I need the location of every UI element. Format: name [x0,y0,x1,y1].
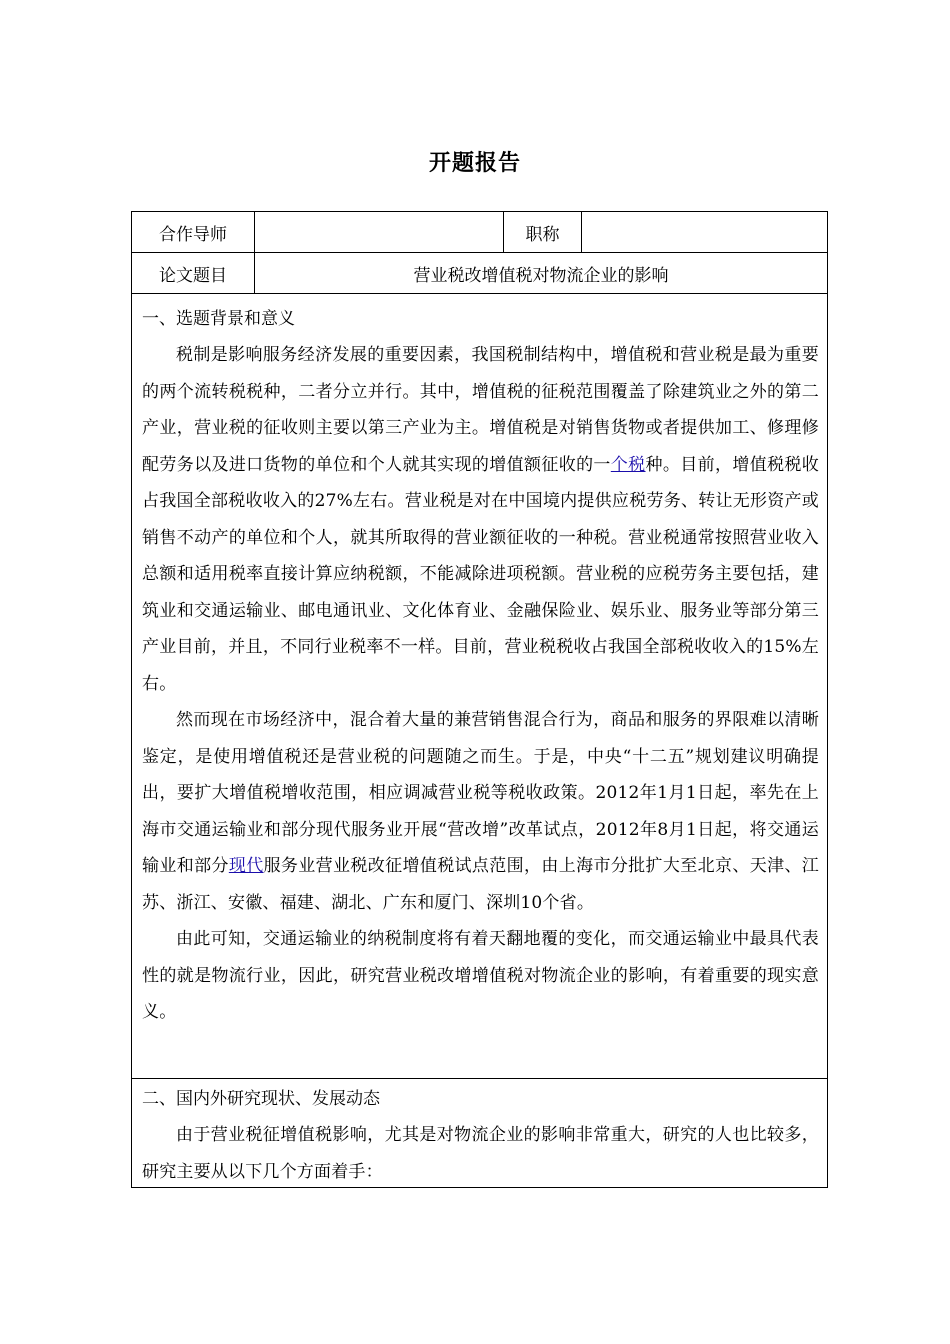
report-table [131,211,828,1188]
rank-value [581,212,827,252]
research-status-section [132,1081,827,1190]
paragraph-text: 服务业营业税改征增值税试点范围，由上海市分批扩大至北京、天津、江苏、浙江、安徽、福建、湖北、广东和厦门、深圳10个省。 [142,856,820,913]
modern-link[interactable]: 现代 [228,856,264,876]
paragraph-text: 税制是影响服务经济发展的重要因素，我国税制结构中，增值税和营业税是最为重要的两个流转税税种，二者分立并行。其中，增值税的征税范围覆盖了除建筑业之外的第二产业，营业税的征收则主要以第三产业为主。增值税是对销售货物或者提供加工、修理修配劳务以及进口货物的单位和个人就其实现的增值额征收的一 [142,345,819,475]
section-heading: 一、选题背景和意义 [142,309,295,329]
paragraph [142,337,819,702]
topic-row [132,253,827,294]
background-section [132,301,827,1079]
topic-value: 营业税改增值税对物流企业的影响 [254,253,827,293]
paragraph: 由此可知，交通运输业的纳税制度将有着天翻地覆的变化，而交通运输业中最具代表性的就是物流行业，因此，研究营业税改增增值税对物流企业的影响，有着重要的现实意义。 [142,929,819,1022]
advisor-row [132,212,827,253]
topic-label: 论文题目 [159,265,227,286]
advisor-value [254,212,503,252]
paragraph-text: 然而现在市场经济中，混合着大量的兼营销售混合行为，商品和服务的界限难以清晰鉴定，是使用增值税还是营业税的问题随之而生。于是，中央“十二五”规划建议明确提出，要扩大增值税增收范围，相应调减营业税等税收政策。2012年1月1日起，率先在上海市交通运输业和部分现代服务业开展“营改增”改革试点，2012年8月1日起，将交通运输业和部分 [142,710,819,876]
paragraph-text: 种。目前，增值税税收占我国全部税收收入的27%左右。营业税是对在中国境内提供应税劳务、转让无形资产或销售不动产的单位和个人，就其所取得的营业额征收的一种税。营业税通常按照营业收入总额和适用税率直接计算应纳税额，不能减除进项税额。营业税的应税劳务主要包括，建筑业和交通运输业、邮电通讯业、文化体育业、金融保险业、娱乐业、服务业等部分第三产业目前，并且，不同行业税率不一样。目前，营业税税收占我国全部税收收入的15%左右。 [142,454,819,694]
rank-label: 职称 [503,212,581,252]
section-heading: 二、国内外研究现状、发展动态 [142,1089,380,1109]
page-title: 开题报告 [428,151,521,176]
tax-link[interactable]: 个税 [610,454,646,475]
advisor-label: 合作导师 [159,224,227,245]
paragraph: 由于营业税征增值税影响，尤其是对物流企业的影响非常重大，研究的人也比较多，研究主要从以下几个方面着手： [142,1125,819,1182]
paragraph [142,702,819,921]
